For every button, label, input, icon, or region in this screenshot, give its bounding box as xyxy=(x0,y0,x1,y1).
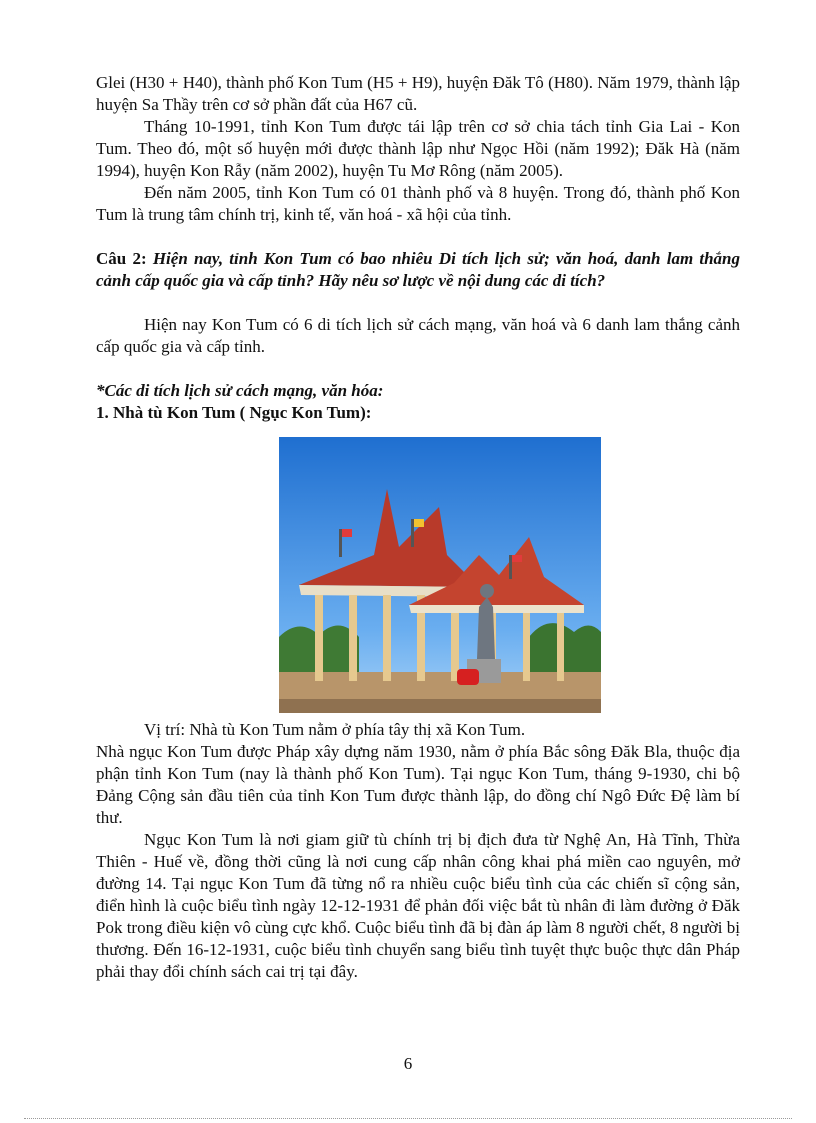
answer-intro: Hiện nay Kon Tum có 6 di tích lịch sử cách mạng, văn hoá và 6 danh lam thắng cảnh cấp quốc gia và cấp tỉnh. xyxy=(96,315,740,356)
kon-tum-prison-photo xyxy=(279,437,601,713)
paragraph-2005-summary: Đến năm 2005, tỉnh Kon Tum có 01 thành phố và 8 huyện. Trong đó, thành phố Kon Tum là trung tâm chính trị, kinh tế, văn hoá - xã hội của tỉnh. xyxy=(96,183,740,224)
body-text-top xyxy=(96,72,740,424)
question-text: Hiện nay, tỉnh Kon Tum có bao nhiêu Di tích lịch sử; văn hoá, danh lam thắng cảnh cấp quốc gia và cấp tỉnh? Hãy nêu sơ lược về nội dung các di tích? xyxy=(96,249,741,290)
item-1-heading: 1. Nhà tù Kon Tum ( Ngục Kon Tum): xyxy=(96,403,372,422)
paragraph-1991-reestablish: Tháng 10-1991, tỉnh Kon Tum được tái lập trên cơ sở chia tách tỉnh Gia Lai - Kon Tum. Theo đó, một số huyện mới được thành lập như Ngọc Hồi (năm 1992); Đăk Hà (năm 1994), huyện Kon Rẫy (năm 2002), huyện Tu Mơ Rông (năm 2005). xyxy=(96,117,740,180)
page-number: 6 xyxy=(403,1054,413,1073)
paragraph-detail: Ngục Kon Tum là nơi giam giữ tù chính trị bị địch đưa từ Nghệ An, Hà Tĩnh, Thừa Thiên - Huế về, đồng thời cũng là nơi cung cấp nhân công khai phá miền cao nguyên, mở đường 14. Tại ngục Kon Tum đã từng nổ ra nhiều cuộc biểu tình của các chiến sĩ cộng sản, điển hình là cuộc biểu tình ngày 12-12-1931 để phản đối việc bắt tù nhân đi làm đường ở Đăk Pok trong điều kiện vô cùng cực khổ. Cuộc biểu tình đã bị đàn áp làm 8 người chết, 8 người bị thương. Đến 16-12-1931, cuộc biểu tình chuyển sang biểu tình tuyệt thực buộc thực dân Pháp phải thay đổi chính sách cai trị tại đây. xyxy=(96,830,740,981)
paragraph-history: Nhà ngục Kon Tum được Pháp xây dựng năm 1930, nằm ở phía Bắc sông Đăk Bla, thuộc địa phận tỉnh Kon Tum (nay là thành phố Kon Tum). Tại ngục Kon Tum, tháng 9-1930, chi bộ Đảng Cộng sản đầu tiên của tỉnh Kon Tum được thành lập, do đồng chí Ngô Đức Đệ làm bí thư. xyxy=(96,742,740,827)
body-text-bottom xyxy=(96,719,740,983)
monument-photo-icon xyxy=(279,437,601,713)
question-label: Câu 2: xyxy=(96,249,147,268)
paragraph-location: Vị trí: Nhà tù Kon Tum nằm ở phía tây thị xã Kon Tum. xyxy=(144,720,526,739)
section-heading: *Các di tích lịch sử cách mạng, văn hóa: xyxy=(96,381,384,400)
question-2 xyxy=(96,248,740,292)
paragraph-districts-1979: Glei (H30 + H40), thành phố Kon Tum (H5 + H9), huyện Đăk Tô (H80). Năm 1979, thành lập huyện Sa Thầy trên cơ sở phần đất của H67 cũ. xyxy=(96,73,740,114)
page-bottom-divider xyxy=(24,1118,792,1119)
